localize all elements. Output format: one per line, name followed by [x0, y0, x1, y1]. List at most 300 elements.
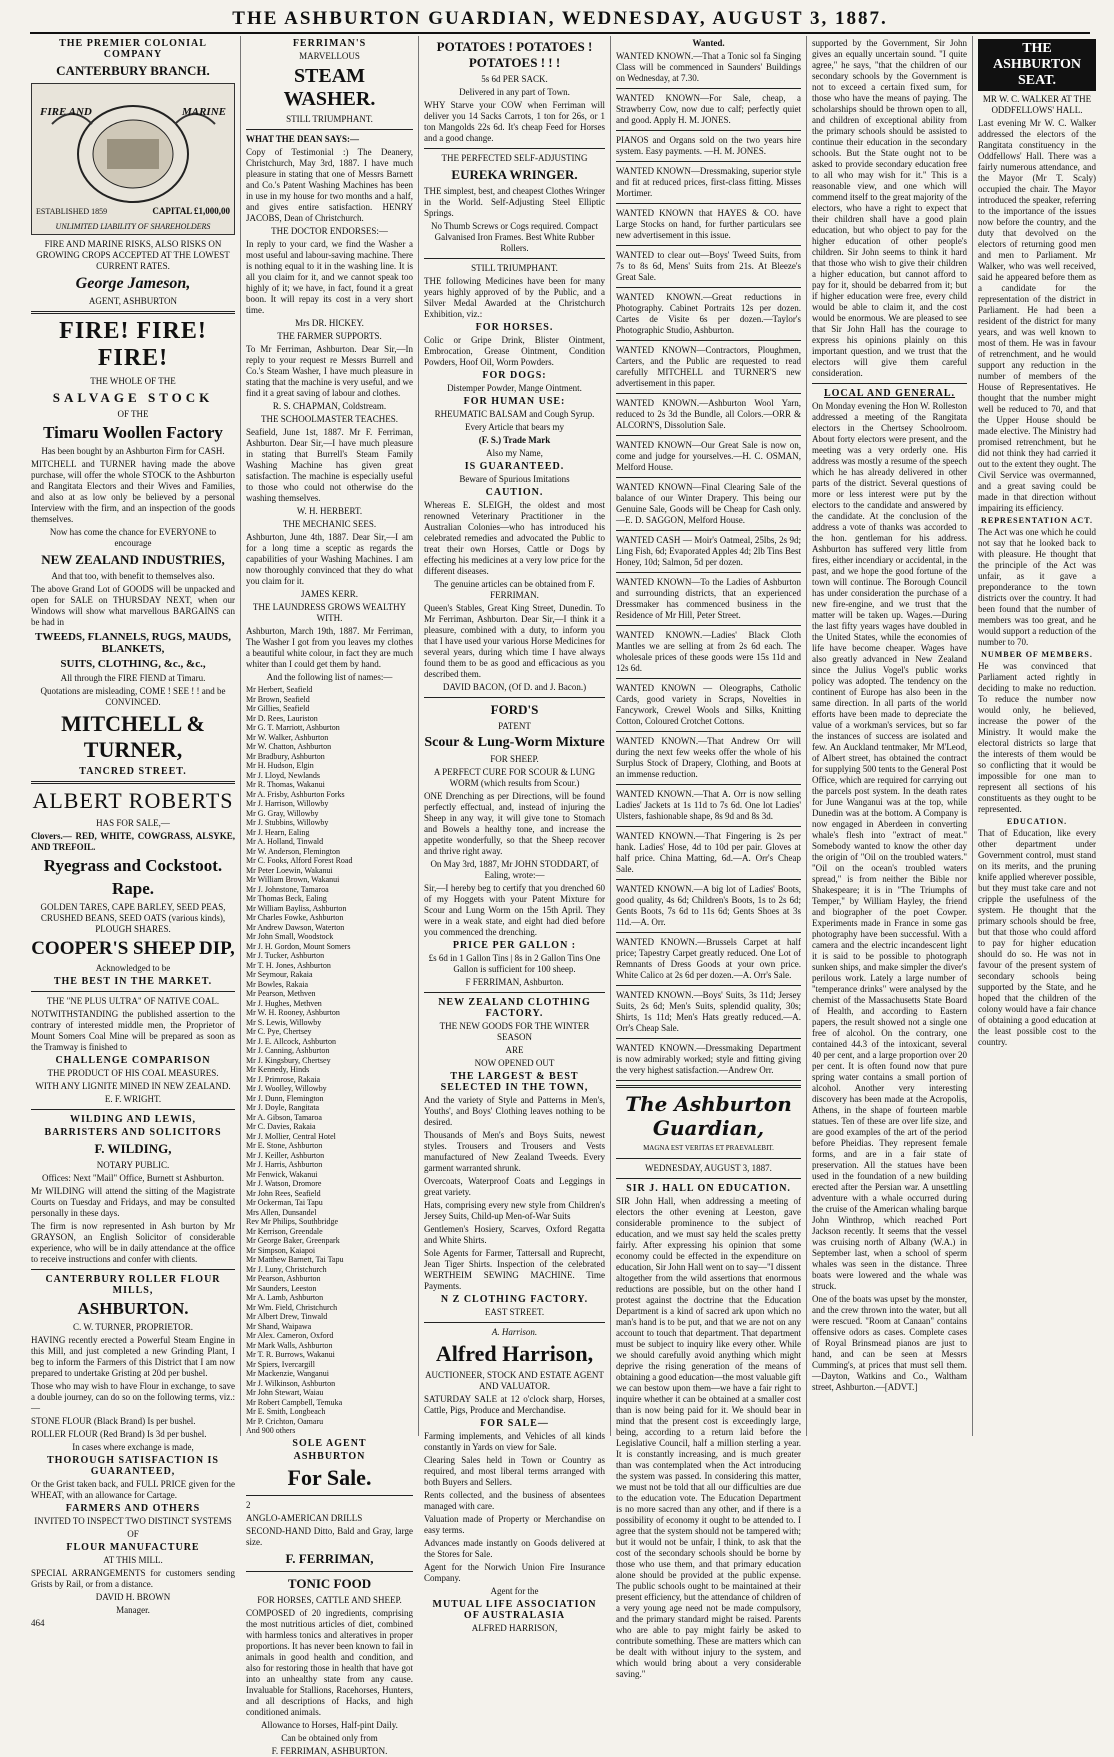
- benefit-text: And that too, with benefit to themselves also.: [51, 571, 215, 581]
- testimonial-name: Mr J. Keiller, Ashburton: [246, 1150, 325, 1160]
- testimonial-name: Mr Kerrison, Greendale: [246, 1226, 323, 1236]
- turner-proprietor: C. W. TURNER, PROPRIETOR.: [73, 1322, 193, 1332]
- rents: Rents collected, and the business of absentees managed with care.: [424, 1490, 605, 1511]
- human-list: RHEUMATIC BALSAM and Cough Syrup.: [434, 409, 595, 419]
- product-text: THE PRODUCT OF HIS COAL MEASURES.: [47, 1068, 219, 1078]
- wanted-ad: WANTED KNOWN—Final Clearing Sale of the balance of our Winter Drapery. This being our Genuine Sale, Goods will be Cheap for Cash only.—E. D. SAGGON, Melford House.: [616, 482, 801, 525]
- testimonial-name: Mr T. H. Jones, Ashburton: [246, 960, 331, 970]
- testimonial-name: Mr J. Hughes, Methven: [246, 998, 322, 1008]
- testimonial-name: Mr J. Harris, Ashburton: [246, 1160, 323, 1169]
- masthead: THE ASHBURTON GUARDIAN, WEDNESDAY, AUGUST 3, 1887.: [30, 8, 1090, 34]
- tonic-sub: FOR HORSES, CATTLE AND SHEEP.: [257, 1594, 402, 1605]
- num-body: He was convinced that Parliament acted rightly in deciding to make no reduction. To reduce the number now would only, he believed, increase the power of the Ministry. It would make the electoral districts so large that the interests of them would be so conflicting that it would be impossible for one man to represent all sections of his constituents as they ought to be represented.: [978, 661, 1096, 814]
- divider: [616, 932, 801, 933]
- wright-sign: E. F. WRIGHT.: [104, 1094, 162, 1104]
- roller-mills: CANTERBURY ROLLER FLOUR MILLS,: [45, 1274, 221, 1296]
- testimonial-name: Mr W. Walker, Ashburton: [246, 732, 329, 742]
- doctor-head: THE DOCTOR ENDORSES:—: [271, 226, 388, 236]
- mitchell-turner: MITCHELL & TURNER,: [61, 711, 205, 762]
- variety: And the variety of Style and Patterns in Men's, Youths', and Boys' Clothing leaves nothing to be desired.: [424, 1095, 605, 1127]
- thousands: Thousands of Men's and Boys Suits, newest styles. Trousers and Trousers and Vests manufactured of New Zealand Tweeds. Every garment warranted shrunk.: [424, 1130, 605, 1173]
- edu-body: That of Education, like every other department under Government control, must stand on its merits, and the pruning knife applied wherever possible, but they must take care and not cripple the usefulness of the system. He thought that the primary schools should be free, but that those who could afford to pay for higher education should do so. He was not in favour of the present system of secondary schools being supported by the State, and he hoped that the children of the colony would have a fair chance of obtaining a good education at the least possible cost to the country.: [978, 828, 1096, 1047]
- scour-mixture: Scour & Lung-Worm Mixture: [424, 735, 605, 750]
- saturday-sale: SATURDAY SALE at 12 o'clock sharp, Horses, Cattle, Pigs, Produce and Merchandise.: [424, 1394, 605, 1415]
- testimonial-name: Mr J. Tucker, Ashburton: [246, 951, 325, 960]
- every-article: Every Article that bears my: [465, 422, 564, 432]
- ferriman-end: F. FERRIMAN, ASHBURTON.: [271, 1745, 388, 1756]
- divider: [246, 1571, 413, 1572]
- nz-cf: N Z CLOTHING FACTORY.: [440, 1294, 589, 1305]
- testimonial-name: Mr G. Gray, Willowby: [246, 808, 319, 818]
- mutual-life: MUTUAL LIFE ASSOCIATION OF AUSTRALASIA: [432, 1599, 597, 1621]
- overcoats: Overcoats, Waterproof Coats and Leggings in great variety.: [424, 1176, 605, 1197]
- divider: [31, 991, 235, 992]
- testimonial-name: Mr Fenwick, Wakanui: [246, 1169, 318, 1179]
- testimonial-name: Mr P. Crichton, Oamaru: [246, 1416, 324, 1426]
- gents: Gentlemen's Hosiery, Scarves, Oxford Regatta and White Shirts.: [424, 1224, 605, 1245]
- for-sale-3: FOR SALE—: [480, 1418, 549, 1429]
- divider: [616, 340, 801, 341]
- divider: [616, 88, 801, 89]
- seal-fire: FIRE AND: [40, 106, 92, 118]
- tonic-body: COMPOSED of 20 ingredients, comprising the most nutritious articles of diet, combined with harmless tonics and alteratives in proper proportions. It has never been known to fail in animals in good health and condition, and also for restoring those in health that have got into an unhealthy state from any cause. Invaluable for Stallions, Racehorses, Hunters, and all descriptions of Hacks, and high conditioned animals.: [246, 1607, 413, 1717]
- bacon-sign: DAVID BACON, (Of D. and J. Bacon.): [442, 682, 587, 692]
- still-triumphant: STILL TRIUMPHANT.: [286, 114, 373, 124]
- roller-flour: ROLLER FLOUR (Red Brand) Is 3d per bushel.: [31, 1429, 207, 1439]
- divider: [424, 992, 605, 993]
- eureka: EUREKA WRINGER.: [451, 167, 578, 182]
- testimonial-name: Mr William Brown, Wakanui: [246, 875, 340, 884]
- local-body: On Monday evening the Hon W. Rolleston addressed a meeting of the Rangitata electors in the Chertsey Schoolroom. About forty electors were present, and the meeting was a very orderly one. His address was mostly a resume of the speech which he has already delivered in other parts of the district. Several questions of more or less interest were put by the electors to the candidate and answered by the candidate. At the conclusion of the address a vote of thanks was accorded to the hon. gentleman for his address. Ashburton has suffered very little from fires, either incendiary or accidental, in the past, and we hope the good fortune of the town will continue. The Borough Council has under consideration the purchase of a new fire-engine, and we trust that the matter will be taken up. Wages.—During the last fifty years wages have doubled in the United States, while the economies of life have become cheaper. Wages have also greatly advanced in New Zealand since the Julius Vogel's public works policy was adopted. The tendency on the continent of Europe has also been in the same direction. In all parts of the world efforts have been made to depreciate the value of a workman's services, but so far the instances of success are isolated and few. An Auckland tentmaker, Mr M'Leod, of Albert street, has obtained the contract for supplying 500 tents to the General Post Office, which are required for carrying out the parcels post system. In the death rates for June Wanganui was at the top, while Dunedin was at the bottom. A Company is now engaged in Aberdeen in converting whale's flesh into "extract of meat." Somebody wanted to know the other day the origin of "Oil on the troubled waters." "Oil on the ocean's troubled waters spread," is from neither the Bible nor Shakespeare; it is in "The Triumphs of Temper," by William Hayley, the friend and biographer of the poet Cowper. Experiments made in France in some gas photography have been successful. With a camera and the electric incandescent light it is said to be possible to photograph sunken ships, and make simpler the diver's perilous work. Lately a large number of "temperance drinks" were analysed by the chemist of the Massachusetts State Board of Health, and according to Eastern papers, the result showed not a single one free of alcohol. On the contrary, one contained 44.3 of the intoxicant, several 40 per cent, and a large proportion over 20 per cent. It is often found now that pure spring water contains a small portion of alcohol. Another very interesting discovery has been made at the Acropolis, Athens, in the shape of fourteen marble statues. Ten of these are over life size, and are good examples of the art of the period before Pheidias. They represent female forms, and are in a fair state of preservation. All the statues have been used in the foundation of a new building erected after the Persian war. A unsettling adventure with a whale occurred during the cruise of the American whaling barque John Winthrop, which reached Port Jackson recently. It seems that the vessel was cruising north of Albany (W.A.) in September last, when a school of sperm whales was seen in the distance. Three boats were lowered and the whale was struck.: [812, 401, 967, 1291]
- testimonial-name: Mr Mark Walls, Ashburton: [246, 1340, 333, 1350]
- bought-text: Has been bought by an Ashburton Firm for CASH.: [41, 446, 225, 456]
- drills-number: 2: [246, 1499, 251, 1510]
- risks-text: FIRE AND MARINE RISKS, ALSO RISKS ON GROWING CROPS ACCEPTED AT THE LOWEST CURRENT RATES.: [36, 239, 230, 271]
- of-text: OF: [127, 1529, 139, 1539]
- dogs-list: Distemper Powder, Mange Ointment.: [447, 383, 582, 393]
- seal-capital: CAPITAL £1,000,00: [152, 206, 230, 216]
- exchange-text: Those who may wish to have Flour in exchange, to save a double journey, can do so on the following terms, viz.:—: [31, 1381, 235, 1413]
- divider: [616, 1038, 801, 1039]
- f-wilding: F. WILDING,: [94, 1141, 172, 1156]
- flour-manufacture: FLOUR MANUFACTURE: [66, 1542, 200, 1553]
- testimonial-name: Mr Pearson, Ashburton: [246, 1274, 321, 1283]
- ack-text: Acknowledged to be: [95, 963, 171, 973]
- mills-ashburton: ASHBURTON.: [77, 1299, 189, 1318]
- testimonial-name: Mr Bradbury, Ashburton: [246, 751, 325, 761]
- local-head: LOCAL AND GENERAL.: [823, 388, 956, 399]
- stamp-number: 464: [31, 1618, 45, 1628]
- testimonial-name: Mr J. Wilkinson, Ashburton: [246, 1378, 336, 1388]
- school-body: Seafield, June 1st, 1887. Mr F. Ferriman, Ashburton. Dear Sir,—I have much pleasure in stating that Burrell's Steam Family Washing Machine has given great satisfaction. The machine is especially useful to those who could not otherwise do the washing themselves.: [246, 427, 413, 503]
- manager-text: Manager.: [116, 1605, 150, 1615]
- testimonial-name: Mr John Stewart, Waiau: [246, 1388, 324, 1397]
- seat-head: THE ASHBURTON SEAT.: [978, 39, 1096, 91]
- patent: PATENT: [498, 721, 531, 731]
- testimonial-name: Mr Wm. Field, Christchurch: [246, 1302, 338, 1312]
- testimonial-name: Mr Charles Fowke, Ashburton: [246, 913, 344, 922]
- column-1: [26, 36, 241, 1628]
- steam-washer: STEAM WASHER.: [283, 65, 376, 110]
- divider: [246, 129, 413, 130]
- for-dogs: FOR DOGS:: [482, 370, 547, 381]
- testimonial-name: Mr C. Pye, Chertsey: [246, 1027, 312, 1036]
- testimonial-name: Mr George Baker, Greenpark: [246, 1236, 340, 1245]
- testimonial-name: Mr H. Hudson, Elgin: [246, 761, 314, 770]
- edu-head: EDUCATION.: [1006, 817, 1068, 826]
- rape-line: Rape.: [111, 879, 155, 898]
- testimonial-name: Mr J. Doyle, Rangitata: [246, 1103, 320, 1112]
- now-opened: NOW OPENED OUT: [474, 1058, 555, 1068]
- thorough-text: THOROUGH SATISFACTION IS GUARANTEED,: [47, 1455, 219, 1477]
- marvellous: MARVELLOUS: [299, 51, 360, 61]
- tweeds-line: TWEEDS, FLANNELS, RUGS, MAUDS, BLANKETS,: [35, 631, 231, 655]
- testimonial-name: Mr Thomas Beck, Ealing: [246, 894, 327, 903]
- wanted-ad: WANTED KNOWN—Contractors, Ploughmen, Carters, and the Public are requested to read carefully MITCHELL and TURNER'S new advertisement in this paper.: [616, 345, 801, 388]
- testimonial-name: Mr Matthew Barnett, Tai Tapu: [246, 1255, 344, 1264]
- column-5: [807, 36, 973, 1436]
- wanted-ad: WANTED KNOWN.—A big lot of Ladies' Boots, good quality, 4s 6d; Children's Boots, 1s to 2s 6d; Gents Boots, 7s 6d to 11s 6d; Gents Shoes at 3s 11d.—A. Orr.: [616, 884, 801, 927]
- wanted-ad: WANTED KNOWN.—That Fingering is 2s per hank. Ladies' Hose, 4d to 10d per pair. Gloves at half price. China Matting, 6d.—A. Orr's Cheap Sale.: [616, 831, 801, 874]
- testimonial-name: Mr E. Stone, Ashburton: [246, 1141, 323, 1150]
- for-horses: FOR HORSES.: [475, 322, 554, 333]
- premier-line: THE PREMIER COLONIAL COMPANY: [59, 38, 207, 60]
- testimonial-name: Mr R. Thomas, Wakanui: [246, 780, 325, 789]
- wanted-ad: PIANOS and Organs sold on the two years hire system. Easy payments. —H. M. JONES.: [616, 135, 801, 156]
- wanted-ad: WANTED KNOWN—Dressmaking, superior style and fit at reduced prices, first-class fitting. Misses Mortimer.: [616, 166, 801, 198]
- horses-list: Colic or Gripe Drink, Blister Ointment, Embrocation, Grease Ointment, Condition Powders, Hoof Oil, Worm Powders.: [424, 335, 605, 367]
- testimonial-name: Mr J. Hearn, Ealing: [246, 827, 310, 837]
- column-6: [973, 36, 1101, 1436]
- testimonial-name: Mr J. E. Allcock, Ashburton: [246, 1036, 336, 1046]
- testimonial-name: Mr Pearson, Methven: [246, 989, 316, 998]
- mechanic-head: THE MECHANIC SEES.: [282, 519, 377, 529]
- testimonial-name: Mr Albert Drew, Tinwald: [246, 1312, 328, 1321]
- coopers-dip: COOPER'S SHEEP DIP,: [31, 938, 235, 959]
- branch-title: CANTERBURY BRANCH.: [56, 63, 210, 78]
- challenge: CHALLENGE COMPARISON: [55, 1055, 211, 1066]
- testimonial-name: Mr A. Holland, Tinwald: [246, 837, 324, 846]
- divider: [616, 161, 801, 162]
- testimonial-name: Mr E. Smith, Longbeach: [246, 1407, 326, 1416]
- price-gallon: PRICE PER GALLON :: [452, 940, 577, 951]
- testimonial-name: Mr Alex. Cameron, Oxford: [246, 1331, 334, 1340]
- testimonial-name: Mr Saunders, Leeston: [246, 1283, 317, 1293]
- clearing: Clearing Sales held in Town or Country as required, and most liberal terms arranged with both Buyers and Sellers.: [424, 1455, 605, 1487]
- simplest: THE simplest, best, and cheapest Clothes Wringer in the World. Self-Adjusting Steel Elliptic Springs.: [424, 186, 605, 218]
- tancred-street: TANCRED STREET.: [79, 766, 187, 777]
- seal-established: ESTABLISHED 1859: [36, 207, 108, 216]
- anglo-drills: ANGLO-AMERICAN DRILLS: [246, 1512, 363, 1523]
- divider: [616, 678, 801, 679]
- testimonial-name: Mrs Allen, Dunsandel: [246, 1207, 317, 1217]
- wanted-ad: WANTED KNOWN—Our Great Sale is now on, come and judge for yourselves.—H. C. OSMAN, Melford House.: [616, 440, 801, 472]
- laundress-head: THE LAUNDRESS GROWS WEALTHY WITH.: [252, 602, 407, 623]
- hats: Hats, comprising every new style from Children's Jersey Suits, Child-up Men-of-War Suits: [424, 1200, 605, 1221]
- fire-heading: FIRE! FIRE! FIRE!: [59, 318, 207, 371]
- ford-body: ONE Drenching as per Directions, will be found perfectly effectual, and, instead of injuring the Sheep in any way, it will give tone to Stomach and Bowels a healthy tone, and increase the appetite wonderfully, so that the Sheep recover and thrive right away.: [424, 791, 605, 856]
- nz-industries: NEW ZEALAND INDUSTRIES,: [41, 552, 225, 567]
- testimonial-name: And 900 others: [246, 1426, 296, 1435]
- salvage-stock: SALVAGE STOCK: [52, 390, 214, 405]
- potatoes: POTATOES ! POTATOES ! POTATOES ! ! !: [436, 39, 593, 70]
- testimonial-name: Mr C. Davies, Rakaia: [246, 1122, 316, 1131]
- divider: [616, 731, 801, 732]
- guaranteed: IS GUARANTEED.: [464, 461, 565, 472]
- alfred-end: ALFRED HARRISON,: [471, 1623, 558, 1633]
- divider: [616, 879, 801, 880]
- wanted-ad: WANTED KNOWN—To the Ladies of Ashburton and surrounding districts, that an experienced Dressmaker has commenced business in the Residence of Mr Hill, Peter Street.: [616, 577, 801, 620]
- obtained: Can be obtained only from: [281, 1732, 378, 1743]
- testimonial-name: Mr W. Chatton, Ashburton: [246, 742, 332, 751]
- coal-body: NOTWITHSTANDING the published assertion to the contrary of interested middle men, the Proprietor of Mount Somers Coal Mine will be prepared as soon as the Tramway is finished to: [31, 1009, 235, 1052]
- testimonial-name: Mr J. Johnstone, Tamaroa: [246, 884, 329, 894]
- ryegrass-line: Ryegrass and Cockstoot.: [43, 856, 223, 875]
- divider: [616, 1178, 801, 1179]
- testimonial-name: Mr Shand, Waipawa: [246, 1321, 312, 1331]
- testimonial-name: Mr Ockerman, Tai Tapu: [246, 1198, 323, 1207]
- testimonial-name: Mr Brown, Seafield: [246, 694, 310, 704]
- barristers: BARRISTERS AND SOLICITORS: [44, 1127, 222, 1138]
- leader-body: SIR John Hall, when addressing a meeting of electors the other evening at Leeston, gave considerable prominence to the subject of education, and we must say held the scales pretty fairly. After expressing his opinion that some economy could be effected in the expenditure on education, Sir John Hall went on to say—"I dissent altogether from the wild assertions that enormous reductions are possible, but on the other hand I protest against the doctrine that the Education Department is a kind of sacred ark upon which no man's hand is to be put, and that we are not on any account to touch that department. That department must be subject to inquiry like every other. While we should carefully avoid anything which might deprive the rising generation of the means of obtaining a good education—the most valuable gift we can bestow upon them—we have a fair right to inquire whether it can be obtained at a smaller cost than is now being paid for it. We should bear in mind that the present cost is exceedingly large, being, according to a return laid before the Legislative Council, half a million sterling a year. It is constantly increasing, and is much greater than was contemplated when the Act introducing the system was passed. In considering this matter, we must not be told that all our difficulties are due to the education vote. The Education Department is no more sacred than any other, and if there is a possibility of economy it ought to be attended to. I agree that the system should not be tampered with; but it would not be unfair, I think, to ask that the cost of the secondary schools should be borne by those who use them, and that primary education alone should be provided at the public expense. The public schools ought to be maintained at their present efficiency, but the attendance of children of a very young age need not be made compulsory, and the primary standard might be raised. Parents who are able to pay might fairly be asked to contribute something. These are matters which can be dealt with without injury to the system, and which would bring about a very considerable saving.": [616, 1196, 801, 1679]
- sole-agent-town: ASHBURTON: [293, 1450, 366, 1462]
- testimonial-name: Mr A. Lamb, Ashburton: [246, 1293, 324, 1302]
- divider: [616, 435, 801, 436]
- following: THE following Medicines have been for many years highly approved of by the Public, and a Silver Medal Awarded at the Christchurch Exhibition, viz.:: [424, 276, 605, 319]
- ne-plus-ultra: THE "NE PLUS ULTRA" OF NATIVE COAL.: [46, 996, 220, 1006]
- divider: [616, 203, 801, 204]
- divider: [616, 784, 801, 785]
- price-body: £s 6d in 1 Gallon Tins | 8s in 2 Gallon Tins One Gallon is sufficient for 100 sheep.: [428, 953, 601, 974]
- notary: NOTARY PUBLIC.: [96, 1160, 170, 1170]
- has-for-sale: HAS FOR SALE,—: [96, 818, 170, 828]
- ferrimans: FERRIMAN'S: [292, 38, 367, 49]
- farmer-body: To Mr Ferriman, Ashburton. Dear Sir,—In reply to your request re Messrs Burrell and Co.'s Steam Washer, I have much pleasure in stating that the machine is very useful, and we find it a great saving of labour and clothes.: [246, 344, 413, 398]
- testimonial-name: Mr John Small, Woodstock: [246, 932, 334, 941]
- seat-body: Last evening Mr W. C. Walker addressed the electors of the Rangitata constituency in the Oddfellows' Hall. There was a fairly numerous attendance, and the Mayor (Mr T. Scaly) occupied the chair. The Mayor introduced the speaker, referring to the importance of the issues now before the country, and the duty that devolved on the electors of returning good men and men to Parliament. Mr Walker, who was well received, said he appeared before them as a candidate for the representation of the district in Parliament. He had been a resident of the district for many years, and was well known to most of them. He was in favour of retrenchment, and he would support any reduction in the number of members of the House of Representatives. He thought that the number might well be reduced to 70, and that the Upper House should be made elective. The Ministry had promised retrenchment, but he did not think they had carried it out to the extent they ought. The Civil Service was overmanned, and a great saving could be made in that direction without impairing its efficiency.: [978, 118, 1096, 513]
- or-the-text: Or the Grist taken back, and FULL PRICE given for the WHEAT, with an allowance for Cartage.: [31, 1479, 235, 1500]
- testimonial-name: Mr J. Mollier, Central Hotel: [246, 1131, 336, 1141]
- testimonial-name: Mr Simpson, Kaiapoi: [246, 1245, 316, 1255]
- seal-liability: UNLIMITED LIABILITY OF SHAREHOLDERS: [55, 222, 211, 231]
- seal-marine: MARINE: [181, 106, 226, 118]
- wanted-ad: WANTED to clear out—Boys' Tweed Suits, from 7s to 8s 6d, Mens' Suits from 21s. At Bleeze's Great Sale.: [616, 250, 801, 282]
- tonic-food: TONIC FOOD: [287, 1575, 372, 1591]
- for-human: FOR HUMAN USE:: [463, 396, 566, 407]
- local-more: One of the boats was upset by the monster, and the crew thrown into the water, but all were rescued. "Room at Canaan" contains offensive odors as cases. Complete cases of Royal Brinsmead pianos are just to hand, and can be seen at Messrs Cumming's, at prices that must sell them.—Dayton, Watkins and Co., Waltham street, Ashburton.—[ADVT.]: [812, 1294, 967, 1392]
- divider: [616, 530, 801, 531]
- alfred-harrison: Alfred Harrison,: [435, 1341, 594, 1366]
- testimonial-name: Mr Seymour, Rakaia: [246, 970, 313, 979]
- testimonial-name: Mr J. H. Gordon, Mount Somers: [246, 941, 351, 951]
- signed-hickey: Mrs DR. HICKEY.: [295, 318, 364, 328]
- divider: [616, 1080, 801, 1081]
- divider: [616, 245, 801, 246]
- new-goods: THE NEW GOODS FOR THE WINTER SEASON: [439, 1021, 590, 1042]
- testimonial-name: Mr W. Anderson, Flemington: [246, 846, 341, 856]
- divider: [616, 130, 801, 131]
- why-body: WHY Starve your COW when Ferriman will deliver you 14 Sacks Carrots, 1 ton for 26s, or 1 ton Mangolds 22s 6d. It's cheap Feed for Horses and a good change.: [424, 100, 605, 143]
- tares-line: GOLDEN TARES, CAPE BARLEY, SEED PEAS, CRUSHED BEANS, SEED OATS (various kinds), PLOUGH SHARES.: [40, 902, 226, 934]
- signed-herbert: W. H. HERBERT.: [296, 506, 363, 516]
- letter-body: Queen's Stables, Great King Street, Dunedin. To Mr Ferriman, Ashburton. Dear Sir,—I think it a pleasure, combined with a duty, to inform you that I have used your various Horse Medicines for several years, during which time I have always found them to be as good and efficacious as you described them.: [424, 603, 605, 679]
- farmer-head: THE FARMER SUPPORTS.: [277, 331, 382, 341]
- divider: [616, 625, 801, 626]
- testimonial-name: Mr A. Frisby, Ashburton Forks: [246, 789, 345, 799]
- divider: [812, 383, 967, 384]
- testimonial-name: Rev Mr Philips, Southbridge: [246, 1217, 339, 1226]
- rep-body: The Act was one which he could not say that he looked back to with pleasure. He thought that the principle of the Act was unfair, as it gave a preponderance to the town districts over the country. It had been found that the number of members was too great, and he would support a reduction of the number to 70.: [978, 527, 1096, 647]
- also-name: Also my Name,: [486, 448, 543, 458]
- divider: [424, 697, 605, 698]
- dean-says: WHAT THE DEAN SAYS:—: [246, 134, 359, 144]
- best-market: THE BEST IN THE MARKET.: [53, 976, 213, 987]
- per-sack: 5s 6d PER SACK.: [481, 74, 548, 84]
- divider: [31, 1269, 235, 1270]
- stone-flour: STONE FLOUR (Black Brand) Is per bushel.: [31, 1416, 196, 1426]
- testimonial-name: Mr Andrew Dawson, Waterton: [246, 922, 345, 932]
- num-head: NUMBER OF MEMBERS.: [981, 650, 1093, 659]
- delivered: Delivered in any part of Town.: [459, 87, 570, 97]
- testimonial-name: Mr J. Dunn, Flemington: [246, 1093, 324, 1103]
- divider: [616, 287, 801, 288]
- agents-text: Sole Agents for Farmer, Tattersall and Ruprecht, Jean Tiger Shirts. Inspection of the celebrated WERTHEIM SEWING MACHINE. Time Payments.: [424, 1248, 605, 1291]
- insurance-seal: [31, 83, 235, 235]
- divider: [31, 311, 235, 314]
- wilding-body: Mr WILDING will attend the sitting of the Magistrate Courts on Tuesday and Fridays, and may be consulted personally in these days.: [31, 1186, 235, 1218]
- wanted-ad: WANTED KNOWN.—That Andrew Orr will during the next few weeks offer the whole of his Surplus Stock of Drapery, Clothing, and Boots at an immense reduction.: [616, 736, 801, 779]
- testimonial-name: Mr Spiers, Ivercargill: [246, 1359, 315, 1369]
- testimonial-name: Mr Herbert, Seafield: [246, 685, 313, 694]
- wanted-ad: WANTED KNOWN.—That A. Orr is now selling Ladies' Jackets at 1s 11d to 7s 6d. One lot Ladies' Ulsters, fashionable shape, 8s 9d and 8s 3d.: [616, 789, 801, 821]
- agent-line: AGENT, ASHBURTON: [88, 296, 178, 306]
- divider: [616, 826, 801, 827]
- stoddart-body: Sir,—I hereby beg to certify that you drenched 60 of my Hoggets with your Patent Mixture for Scour and Lung Worm on the 15th April. They were in a weak state, and eight had died before you commenced the drenching.: [424, 883, 605, 937]
- office-text: Offices: Next "Mail" Office, Burnett st Ashburton.: [42, 1173, 224, 1183]
- albert-roberts: ALBERT ROBERTS: [32, 788, 234, 813]
- screws: No Thumb Screws or Cogs required. Compact Galvanised Iron Frames. Best White Rubber Rollers.: [430, 221, 599, 253]
- for-sheep: FOR SHEEP.: [490, 754, 539, 764]
- ferriman-3: F FERRIMAN, Ashburton.: [465, 977, 564, 987]
- doctor-body: In reply to your card, we find the Washer a most useful and labour-saving machine. There is nothing equal to it in the washing line. It is all you claim for it, and we cannot speak too highly of it; we have, in fact, found it a great boon. It will repay its cost in a very short time.: [246, 239, 413, 315]
- wanted-ad: WANTED KNOWN that HAYES & CO. have Large Stocks on hand, for further particulars see new advertisement in this issue.: [616, 208, 801, 240]
- testimonial-name: Mr J. Primrose, Rakaia: [246, 1074, 320, 1084]
- testimonial-name: Mr D. Rees, Lauriston: [246, 713, 318, 723]
- testimonial-name: Mr C. Fooks, Alford Forest Road: [246, 856, 353, 865]
- caution-body: Whereas E. SLEIGH, the oldest and most renowned Veterinary Practitioner in the Australian Colonies—who has introduced his celebrated remedies and advocated the Public to treat their own Horses, Cattle or Dogs by effecting his medicines at a very low price for the different diseases.: [424, 500, 605, 576]
- divider: [616, 1085, 801, 1088]
- leader-date: WEDNESDAY, AUGUST 3, 1887.: [645, 1163, 772, 1173]
- testimonial-names: [246, 685, 413, 1436]
- now-text: Now has come the chance for EVERYONE to encourage: [49, 527, 217, 548]
- testimonial-name: Mr W. H. Rooney, Ashburton: [246, 1008, 340, 1017]
- largest: THE LARGEST & BEST SELECTED IN THE TOWN,: [440, 1071, 589, 1093]
- laundress-body: Ashburton, March 19th, 1887. Mr Ferriman, The Washer I got from you leaves my clothes a beautiful white colour, in fact they are much whiter than I could get them by hand.: [246, 626, 413, 669]
- mitchell-body: MITCHELL and TURNER having made the above purchase, will offer the whole STOCK to the Ashburton and Rangitata Electors and their Wives and Families, and also at as low only be believed by a personal Interview with the firm, and an inspection of the goods themselves.: [31, 459, 235, 524]
- wanted-ad: WANTED KNOWN.—Boys' Suits, 3s 11d; Jersey Suits, 2s 6d; Men's Suits, splendid quality, 30s; Shirts, 1s 11d; Men's Hats greatly reduced.—A. Orr's Cheap Sale.: [616, 990, 801, 1033]
- testimonial-name: Mr Mackenzie, Wanganui: [246, 1369, 329, 1378]
- suits-line: SUITS, CLOTHING, &c., &c.,: [60, 658, 206, 670]
- east-street: EAST STREET.: [484, 1307, 545, 1317]
- divider: [616, 393, 801, 394]
- motto: MAGNA EST VERITAS ET PRAEVALEBIT.: [643, 1144, 774, 1152]
- paper-title: The Ashburton Guardian,: [625, 1092, 792, 1140]
- still-triumphant-3: STILL TRIUMPHANT.: [471, 263, 558, 273]
- wanted-ad: WANTED KNOWN — Oleographs, Catholic Cards, good variety in Scraps, Novelties in Fancywork, Crewel Wools and Silks, Knitting Cotton, Coloured Crotchet Cottons.: [616, 683, 801, 726]
- wilding-lewis: WILDING AND LEWIS,: [69, 1114, 197, 1125]
- wanted-head: Wanted.: [692, 38, 725, 48]
- seat-sub: MR W. C. WALKER AT THE ODDFELLOWS' HALL.: [982, 94, 1092, 115]
- divider: [424, 1322, 605, 1323]
- farmers-others: FARMERS AND OTHERS: [65, 1503, 201, 1514]
- divider: [424, 258, 605, 259]
- trade-mark: (F. S.) Trade Mark: [478, 435, 551, 445]
- divider: [246, 1495, 413, 1496]
- followers: And the following list of names:—: [266, 672, 393, 682]
- timaru-factory: Timaru Woollen Factory: [43, 423, 223, 442]
- testimonial-name: Mr Bowles, Rakaia: [246, 979, 308, 989]
- testimonial-name: Mr J. Lloyd, Newlands: [246, 770, 320, 780]
- testimonial-name: Mr A. Gibson, Tamaroa: [246, 1112, 322, 1122]
- ferriman-sign: F. FERRIMAN,: [285, 1550, 374, 1566]
- divider: [616, 572, 801, 573]
- fords: FORD'S: [490, 702, 539, 717]
- column-2: [241, 36, 419, 1756]
- wanted-ad: WANTED KNOWN.—Great reductions in Photography. Cabinet Portraits 12s per dozen. Cartes de Visite 6s per dozen.—Taylor's Photographic Studio, Ashburton.: [616, 292, 801, 335]
- divider: [616, 985, 801, 986]
- testimonial-name: Mr William Bayliss, Ashburton: [246, 903, 347, 913]
- at-mill: AT THIS MILL.: [103, 1555, 163, 1565]
- clovers-line: Clovers.— RED, WHITE, COWGRASS, ALSYKE, AND TREFOIL.: [31, 831, 235, 852]
- wanted-ad: WANTED KNOWN.—Ashburton Wool Yarn, reduced to 2s 3d the Bundle, all Colors.—ORR & ALCORN'S, Dissolution Sale.: [616, 398, 801, 430]
- beware: Beware of Spurious Imitations: [459, 474, 570, 484]
- wanted-list: [616, 51, 801, 1081]
- genuine: The genuine articles can be obtained from F. FERRIMAN.: [434, 579, 595, 600]
- for-sale-head: For Sale.: [287, 1464, 372, 1490]
- testimonial-name: Mr J. Kingsbury, Chertsey: [246, 1055, 331, 1065]
- wanted-ad: WANTED KNOWN.—Dressmaking Department is now admirably worked; style and fitting giving the very highest satisfaction.—Andrew Orr.: [616, 1043, 801, 1075]
- column-4: [611, 36, 807, 1679]
- allowance: Allowance to Horses, Half-pint Daily.: [261, 1719, 398, 1730]
- wanted-ad: WANTED KNOWN.—Brussels Carpet at half price; Tapestry Carpet greatly reduced. One Lot of Remnants of Dress Goods at your own price. White Calico at 2s 6d per dozen.—A. Orr's Sale.: [616, 937, 801, 980]
- farming: Farming implements, and Vehicles of all kinds constantly in Yards on view for Sale.: [424, 1431, 605, 1452]
- wanted-ad: WANTED KNOWN—For Sale, cheap, a Strawberry Cow, now due to calf; perfectly quiet and good. Apply H. M. JONES.: [616, 93, 801, 125]
- testimonial-name: Mr Gillies, Seafield: [246, 704, 310, 713]
- mech-body: Ashburton, June 4th, 1887. Dear Sir,—I am for a long time a sceptic as regards the capabilities of your Washing Machines. I am now thoroughly convinced that they do what you claim for it.: [246, 532, 413, 586]
- testimonial-name: Mr Kennedy, Hinds: [246, 1065, 310, 1074]
- caution: CAUTION.: [485, 487, 544, 498]
- second-hand: SECOND-HAND Ditto, Bald and Gray, large size.: [246, 1525, 413, 1547]
- signed-kerr: JAMES KERR.: [300, 589, 358, 599]
- testimonial-name: Mr G. T. Marriott, Ashburton: [246, 723, 340, 732]
- dean-testimonial: Copy of Testimonial :) The Deanery, Christchurch, May 3rd, 1887. I have much pleasure in stating that one of Messrs Barnett and Co.'s Patent Washing Machines has been in use in my house for two months and a half, and gives entire satisfaction. HENRY JACOBS, Dean of Christchurch.: [246, 147, 413, 223]
- norwich: Agent for the Norwich Union Fire Insurance Company.: [424, 1562, 605, 1583]
- divider: [424, 148, 605, 149]
- wanted-ad: WANTED CASH — Moir's Oatmeal, 25lbs, 2s 9d; Ling Fish, 6d; Evaporated Apples 4d; 2lb Tins Best Honey, 10d; Salmon, 5d per dozen.: [616, 535, 801, 567]
- wanted-ad: WANTED KNOWN.—That a Tonic sol fa Singing Class will be commenced in Saunders' Buildings on Wednesday, at 7.30.: [616, 51, 801, 83]
- special-text: SPECIAL ARRANGEMENTS for customers sending Grists by Rail, or from a distance.: [31, 1568, 235, 1589]
- perfect-cure: A PERFECT CURE FOR SCOUR & LUNG WORM (which results from Scour.): [433, 767, 596, 788]
- testimonial-name: Mr S. Lewis, Willowby: [246, 1017, 322, 1027]
- leader-head: SIR J. HALL ON EDUCATION.: [626, 1183, 791, 1194]
- mill-body: HAVING recently erected a Powerful Steam Engine in this Mill, and just completed a new Grinding Plant, I beg to inform the Farmers of this District that I am now prepared to undertake Gristing at 20d per bushel.: [31, 1335, 235, 1378]
- testimonial-name: Mr J. Woolley, Willowby: [246, 1084, 327, 1093]
- through-text: All through the FIRE FIEND at Timaru.: [60, 673, 206, 683]
- wanted-ad: WANTED KNOWN.—Ladies' Black Cloth Mantles we are selling at from 2s 6d each. The wholesale prices of these goods were 15s 11d and 12s 6d.: [616, 630, 801, 673]
- quotations-text: Quotations are misleading, COME ! SEE ! ! and be CONVINCED.: [40, 686, 226, 707]
- advances: Advances made instantly on Goods delivered at the Stores for Sale.: [424, 1538, 605, 1559]
- schoolmaster-head: THE SCHOOLMASTER TEACHES.: [260, 414, 399, 424]
